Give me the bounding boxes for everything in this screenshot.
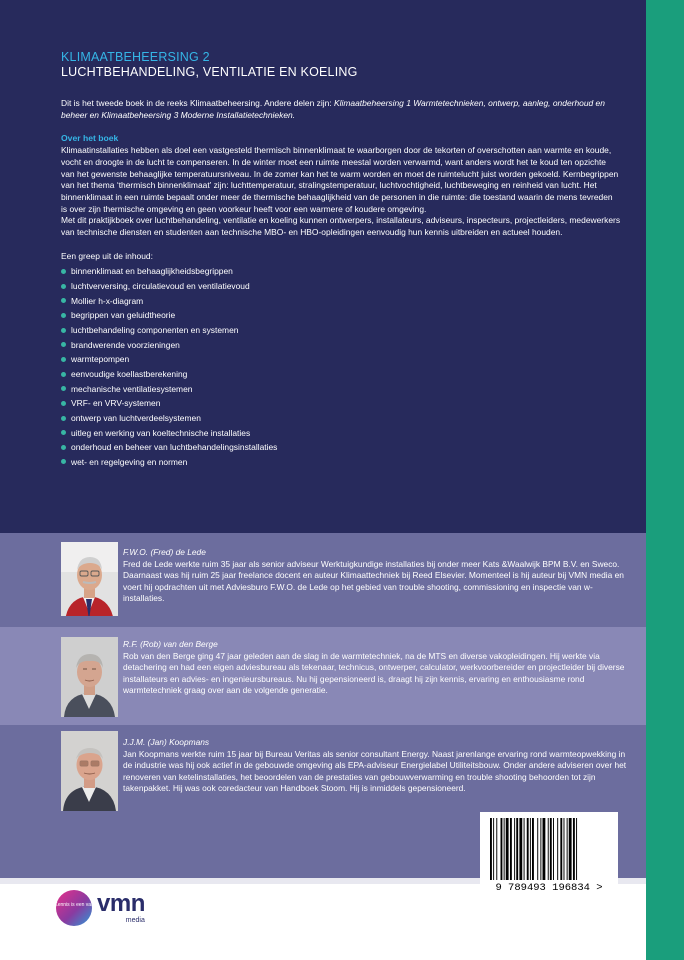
list-item: uitleg en werking van koeltechnische installaties xyxy=(61,426,621,441)
author-bio: Rob van den Berge ging 47 jaar geleden aan de slag in de warmtetechniek, na de MTS en diverse vakopleidingen. Hij werkte via detachering en had een eigen adviesbureau als tekenaar, technicus, ontwerper, calculator, werkvoorbereider en projectleider bij diverse installateurs en advies- en ingenieursbureaus. Nu hij gepensioneerd is, draagt hij zijn kennis, ervaring en enthousiasme rond warmtetechniek graag over aan de volgende generatie. xyxy=(123,650,625,695)
barcode-bar xyxy=(553,818,554,880)
bullet-icon xyxy=(61,386,66,391)
list-item: warmtepompen xyxy=(61,352,621,367)
bullet-icon xyxy=(61,313,66,318)
barcode-bar xyxy=(569,818,572,880)
book-title: LUCHTBEHANDELING, VENTILATIE EN KOELING xyxy=(61,65,358,79)
barcode-bar xyxy=(530,818,531,880)
barcode-bar xyxy=(543,818,546,880)
list-item: luchtverversing, circulatievoud en ventilatievoud xyxy=(61,279,621,294)
bullet-icon xyxy=(61,342,66,347)
bullet-icon xyxy=(61,269,66,274)
bullet-icon xyxy=(61,445,66,450)
list-item: wet- en regelgeving en normen xyxy=(61,455,621,470)
author-name: R.F. (Rob) van den Berge xyxy=(123,639,218,649)
vmn-badge-icon xyxy=(54,888,94,928)
author-name: F.W.O. (Fred) de Lede xyxy=(123,547,206,557)
about-paragraph-1: Klimaatinstallaties hebben als doel een vastgesteld thermisch binnenklimaat te waarborgen door de tekorten of overschotten aan warmte en koude, vocht en droogte in de lucht te compenseren. In de winter moet een ruimte meestal worden verwarmd, want anders wordt het te koud ten opzichte van het gewenste behaaglijke temperatuursniveau. In de zomer kan het te warm worden en moet de ruimtelucht juist worden gekoeld. Kernbegrippen van het thema ‘thermisch binnenklimaat’ zijn: luchttemperatuur, stralingstemperatuur, luchtvochtigheid, luchtbeweging en reinheid van lucht. Het binnenklimaat in een ruimte bepaalt onder meer de thermische behaaglijkheid van de personen in die ruimte: die toestand waarin de mens tevreden is over zijn thermische omgeving en geen voorkeur heeft voor een warmere of koudere omgeving. xyxy=(61,145,619,214)
barcode-bar xyxy=(514,818,515,880)
barcode-bar xyxy=(557,818,558,880)
author-text xyxy=(123,547,628,605)
author-name: J.J.M. (Jan) Koopmans xyxy=(123,737,210,747)
cover-header xyxy=(61,50,358,80)
intro-paragraph xyxy=(61,98,621,121)
author-photo-van-den-berge xyxy=(61,637,118,717)
author-block xyxy=(0,627,646,725)
list-item: mechanische ventilatiesystemen xyxy=(61,382,621,397)
barcode-bar xyxy=(567,818,568,880)
barcode-bar xyxy=(506,818,509,880)
contents-lead: Een greep uit de inhoud: xyxy=(61,250,153,261)
list-item: luchtbehandeling componenten en systemen xyxy=(61,323,621,338)
author-photo-koopmans xyxy=(61,731,118,811)
bullet-icon xyxy=(61,430,66,435)
bullet-icon xyxy=(61,416,66,421)
bullet-icon xyxy=(61,401,66,406)
author-block xyxy=(0,533,646,627)
barcode-bar xyxy=(532,818,534,880)
barcode-bar xyxy=(510,818,512,880)
logo-wordmark xyxy=(97,892,145,924)
isbn-barcode xyxy=(480,812,618,896)
series-title: KLIMAATBEHEERSING 2 xyxy=(61,50,210,64)
side-stripe xyxy=(646,0,684,960)
list-item: brandwerende voorzieningen xyxy=(61,338,621,353)
about-paragraph-2: Met dit praktijkboek over luchtbehandeling, ventilatie en koeling kunnen ontwerpers, installateurs, adviseurs, inspecteurs, projectleiders, medewerkers van technische diensten en studenten aan technische MBO- en HBO-opleidingen eenvoudig hun kennis uitbreiden en actueel houden. xyxy=(61,215,621,238)
barcode-bar xyxy=(540,818,541,880)
barcode-bar xyxy=(560,818,562,880)
barcode-bar xyxy=(537,818,538,880)
barcode-bar xyxy=(550,818,552,880)
barcode-bar xyxy=(564,818,565,880)
author-bio: Fred de Lede werkte ruim 35 jaar als senior adviseur Werktuigkundige installaties bij onder meer Kats &Waalwijk BPM B.V. en Sweco. Daarnaast was hij ruim 25 jaar freelance docent en auteur Klimaattechniek bij Reed Elsevier. Momenteel is hij auteur bij VMN media en voert hij opdrachten uit met Adviesburo F.W.O. de Lede op het gebied van trouble shooting, commissioning en inspectie van w-installaties. xyxy=(123,558,624,603)
barcode-bar xyxy=(573,818,575,880)
bullet-icon xyxy=(61,284,66,289)
bullet-icon xyxy=(61,357,66,362)
list-item: VRF- en VRV-systemen xyxy=(61,396,621,411)
author-photo-de-lede xyxy=(61,542,118,616)
barcode-bar xyxy=(493,818,494,880)
logo-brand: vmn xyxy=(97,890,145,917)
list-item: eenvoudige koellastberekening xyxy=(61,367,621,382)
barcode-bar xyxy=(576,818,577,880)
barcode-bar xyxy=(516,818,518,880)
logo-tagline: Kennis is een vak xyxy=(54,902,94,908)
author-text xyxy=(123,737,628,795)
isbn-number: 9 789493 196834 > xyxy=(495,882,603,894)
barcode-bar xyxy=(496,818,497,880)
logo-sub: media xyxy=(125,917,145,924)
intro-italic: Klimaatbeheersing 1 Warmtetechnieken, ontwerp, aanleg, onderhoud en beheer en Klimaatbeheersing 3 Moderne Installatietechnieken. xyxy=(61,98,605,120)
intro-plain: Dit is het tweede boek in de reeks Klimaatbeheersing. Andere delen zijn: xyxy=(61,98,334,108)
barcode-bar xyxy=(504,818,505,880)
author-bio: Jan Koopmans werkte ruim 15 jaar bij Bureau Veritas als senior consultant Energy. Naast jarenlange ervaring rond warmteopwekking in de industrie was hij ook actief in de gebouwde omgeving als EPA-adviseur Energielabel Utiliteitsbouw. Onder andere adviseren over het renoveren van ketelinstallaties, het beoordelen van de prestaties van gebouwverwarming en trouble shooting behoorden tot zijn takenpakket. Hij was ook coredacteur van Handboek Stoom. Hij is inmiddels gepensioneerd. xyxy=(123,748,627,793)
author-text xyxy=(123,639,628,697)
barcode-bar xyxy=(519,818,522,880)
contents-list xyxy=(61,264,621,469)
barcode-bar xyxy=(527,818,529,880)
list-item: begrippen van geluidtheorie xyxy=(61,308,621,323)
body-text xyxy=(61,98,621,470)
barcode-bar xyxy=(490,818,492,880)
list-item: onderhoud en beheer van luchtbehandelingsinstallaties xyxy=(61,440,621,455)
list-item: Mollier h-x-diagram xyxy=(61,294,621,309)
bullet-icon xyxy=(61,459,66,464)
barcode-bar xyxy=(501,818,503,880)
barcode-bar xyxy=(548,818,549,880)
bullet-icon xyxy=(61,298,66,303)
bullet-icon xyxy=(61,328,66,333)
bullet-icon xyxy=(61,372,66,377)
about-heading: Over het boek xyxy=(61,133,119,144)
publisher-logo xyxy=(54,888,145,928)
list-item: ontwerp van luchtverdeelsystemen xyxy=(61,411,621,426)
barcode-bar xyxy=(524,818,525,880)
list-item: binnenklimaat en behaaglijkheidsbegrippen xyxy=(61,264,621,279)
